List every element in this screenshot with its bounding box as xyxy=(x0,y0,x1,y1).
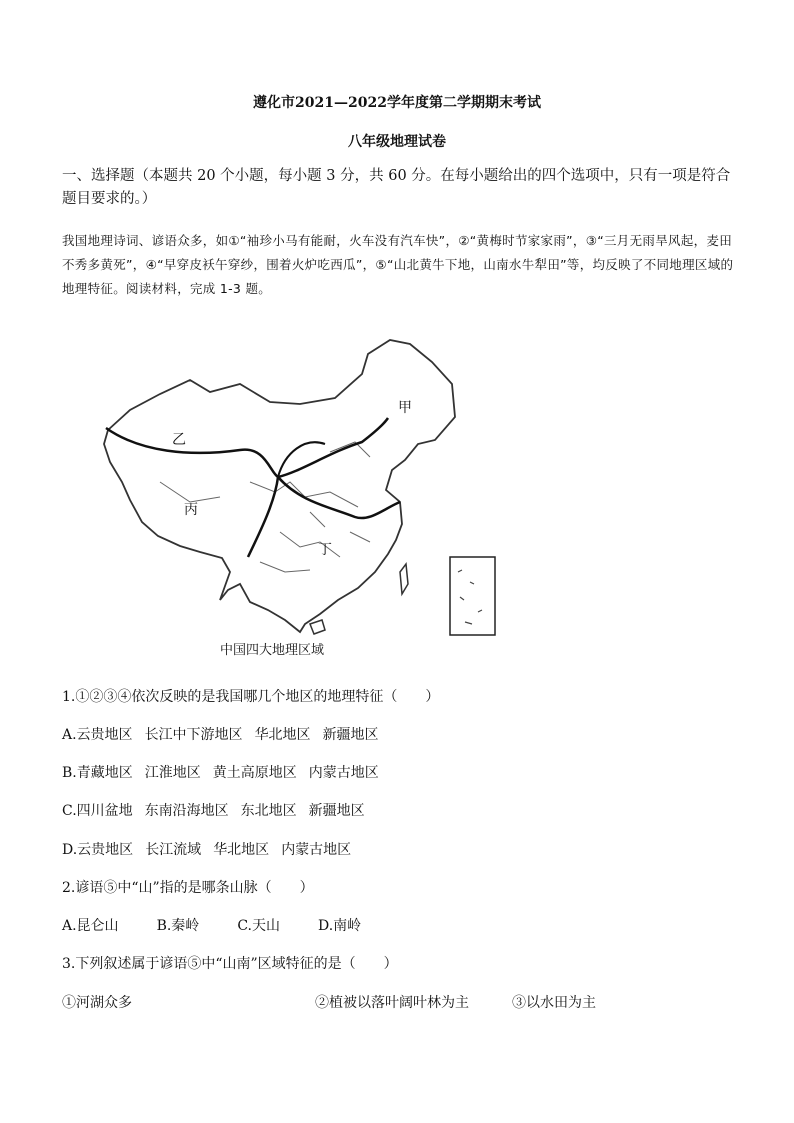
inset-dots xyxy=(458,570,482,624)
q2-options xyxy=(62,915,361,935)
q2-option-c: C.天山 xyxy=(237,918,280,934)
q1-c-1: C.四川盆地 xyxy=(62,803,133,819)
q1-option-d xyxy=(62,839,351,859)
label-jia: 甲 xyxy=(398,400,412,416)
boundary-north-west xyxy=(106,418,388,477)
q1-d-2: 长江流域 xyxy=(145,842,202,858)
boundary-qinghai-tibet xyxy=(248,477,278,557)
exam-subtitle: 八年级地理试卷 xyxy=(348,134,446,150)
q1-d-4: 内蒙古地区 xyxy=(281,842,352,858)
q1-c-4: 新疆地区 xyxy=(308,803,365,819)
map-caption: 中国四大地理区域 xyxy=(220,643,325,658)
china-outline xyxy=(104,340,455,632)
q1-b-4: 内蒙古地区 xyxy=(308,765,379,781)
question-3-stem: 3.下列叙述属于谚语⑤中“山南”区域特征的是（ ） xyxy=(62,956,398,972)
taiwan-island xyxy=(400,564,408,594)
q3-item-1: ①河湖众多 xyxy=(62,995,132,1011)
q1-a-2: 长江中下游地区 xyxy=(144,727,243,743)
q1-option-c xyxy=(62,800,365,820)
q1-b-1: B.青藏地区 xyxy=(62,765,133,781)
q1-b-3: 黄土高原地区 xyxy=(212,765,297,781)
boundary-north-south xyxy=(278,477,400,518)
q1-a-1: A.云贵地区 xyxy=(62,727,133,743)
question-1-stem: 1.①②③④依次反映的是我国哪几个地区的地理特征（ ） xyxy=(62,689,440,705)
q3-item-2: ②植被以落叶阔叶林为主 xyxy=(315,995,469,1011)
q2-option-a: A.昆仑山 xyxy=(62,918,119,934)
q1-b-2: 江淮地区 xyxy=(144,765,201,781)
q1-c-3: 东北地区 xyxy=(240,803,297,819)
q1-c-2: 东南沿海地区 xyxy=(144,803,229,819)
q2-option-b: B.秦岭 xyxy=(156,918,200,934)
q2-option-d: D.南岭 xyxy=(317,918,362,934)
label-yi: 乙 xyxy=(172,432,186,448)
south-sea-inset xyxy=(450,557,495,635)
label-bing: 丙 xyxy=(184,502,198,518)
q1-option-b xyxy=(62,762,379,782)
q1-option-a xyxy=(62,724,379,744)
section-heading: 一、选择题（本题共 20 个小题，每小题 3 分，共 60 分。在每小题给出的四个选项中，只有一项是符合题目要求的。） xyxy=(62,168,731,207)
q3-item-3: ③以水田为主 xyxy=(512,995,596,1011)
q1-a-3: 华北地区 xyxy=(254,727,311,743)
exam-title: 遵化市2021—2022学年度第二学期期末考试 xyxy=(253,95,541,111)
reading-material: 我国地理诗词、谚语众多，如①“袖珍小马有能耐，火车没有汽车快”，②“黄梅时节家家雨”，③“三月无雨旱风起，麦田不秀多黄死”，④“早穿皮袄午穿纱，围着火炉吃西瓜”，⑤“山北黄牛下地，山南水牛犁田”等，均反映了不同地理区域的地理特征。阅读材料，完成 1-3 题。 xyxy=(62,233,734,296)
question-2-stem: 2.谚语⑤中“山”指的是哪条山脉（ ） xyxy=(62,880,314,896)
china-regions-map xyxy=(100,332,525,662)
q1-d-1: D.云贵地区 xyxy=(62,842,134,858)
hainan-island xyxy=(310,620,325,634)
label-ding: 丁 xyxy=(318,542,332,558)
q1-a-4: 新疆地区 xyxy=(322,727,379,743)
q1-d-3: 华北地区 xyxy=(213,842,270,858)
